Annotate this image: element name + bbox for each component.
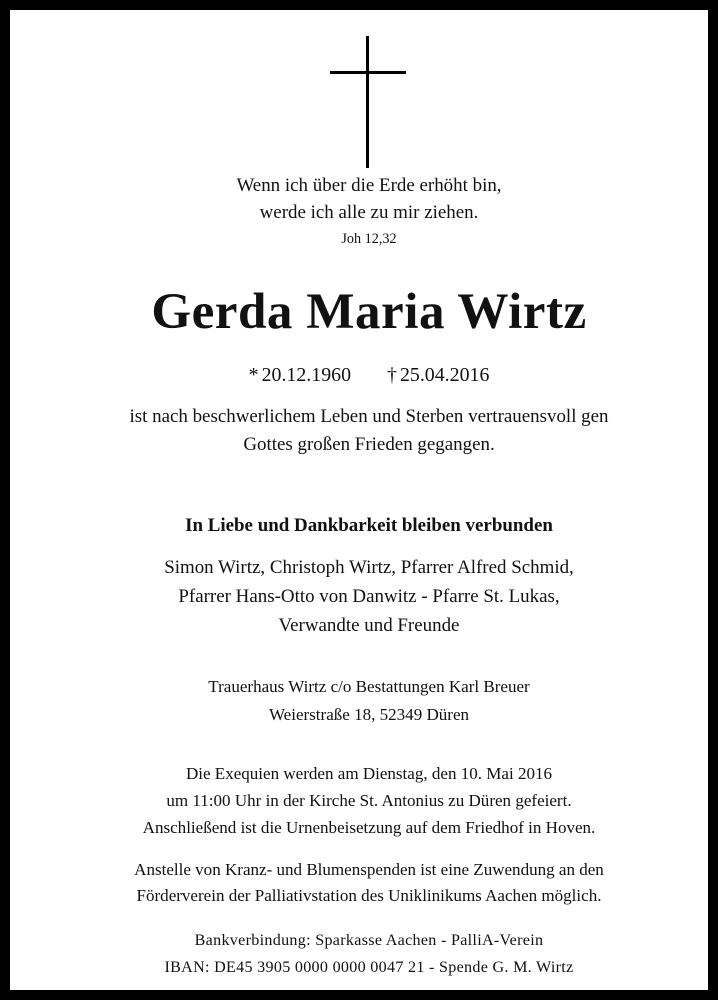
statement-line-2: Gottes großen Frieden gegangen. <box>243 434 495 455</box>
bank-line-2: IBAN: DE45 3905 0000 0000 0047 21 - Spende G. M. Wirtz <box>164 959 574 976</box>
verse-line-2: werde ich alle zu mir ziehen. <box>259 202 479 223</box>
verse-reference: Joh 12,32 <box>341 231 397 247</box>
house-line-2: Weierstraße 18, 52349 Düren <box>268 705 470 724</box>
birth-date: 20.12.1960 <box>261 364 351 386</box>
house-line-1: Trauerhaus Wirtz c/o Bestattungen Karl Breuer <box>208 677 530 696</box>
death-date: 25.04.2016 <box>399 364 490 386</box>
verse-line-1: Wenn ich über die Erde erhöht bin, <box>236 175 502 196</box>
service-line-1: Die Exequien werden am Dienstag, den 10. Mai 2016 <box>185 764 553 783</box>
cross-icon <box>330 36 406 168</box>
mourners-line-1: Simon Wirtz, Christoph Wirtz, Pfarrer Alfred Schmid, <box>164 557 574 578</box>
service-line-3: Anschließend ist die Urnenbeisetzung auf dem Friedhof in Hoven. <box>142 818 596 837</box>
donation-line-1: Anstelle von Kranz- und Blumenspenden ist eine Zuwendung an den <box>134 860 604 879</box>
statement-line-1: ist nach beschwerlichem Leben und Sterben vertrauensvoll gen <box>129 406 609 427</box>
life-dates <box>10 364 718 387</box>
donation-line-2: Förderverein der Palliativstation des Uniklinikums Aachen möglich. <box>136 886 602 905</box>
service-line-2: um 11:00 Uhr in der Kirche St. Antonius zu Düren gefeiert. <box>166 791 572 810</box>
mourners-line-2: Pfarrer Hans-Otto von Danwitz - Pfarre St. Lukas, <box>178 586 560 607</box>
birth-star-icon: * <box>248 364 259 386</box>
mourners-heading: In Liebe und Dankbarkeit bleiben verbunden <box>185 515 553 536</box>
deceased-name: Gerda Maria Wirtz <box>151 283 587 340</box>
death-cross-icon: † <box>387 364 397 386</box>
mourners-line-3: Verwandte und Freunde <box>278 615 460 636</box>
bank-line-1: Bankverbindung: Sparkasse Aachen - PalliA-Verein <box>194 932 544 949</box>
